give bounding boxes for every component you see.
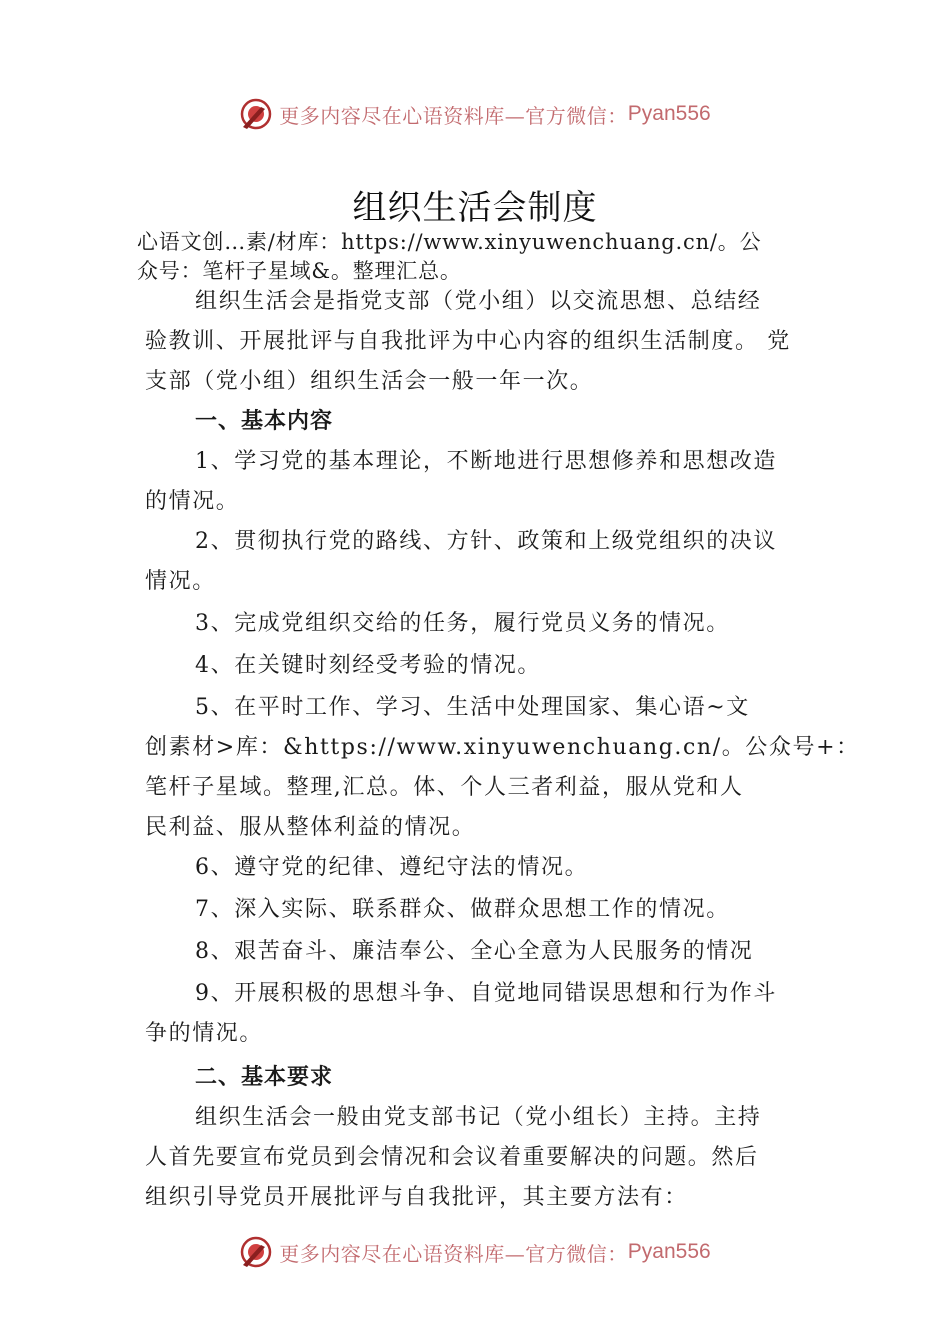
- list-item: 6、遵守党的纪律、遵纪守法的情况。: [195, 855, 589, 880]
- pen-logo-icon: [239, 97, 273, 131]
- page-title: 组织生活会制度: [352, 188, 598, 228]
- footer-banner: [0, 1232, 950, 1272]
- section-heading: 二、基本要求: [195, 1065, 334, 1090]
- list-item: 4、在关键时刻经受考验的情况。: [195, 653, 541, 678]
- section-basic-requirements: [145, 1058, 815, 1218]
- banner-wechat-id: Pyan556: [627, 1240, 711, 1263]
- source-note: [137, 228, 827, 286]
- list-item-continued: 笔杆子星域。整理,汇总。体、个人三者利益，服从党和人: [145, 775, 744, 800]
- paragraph-line: 人首先要宣布党员到会情况和会议着重要解决的问题。然后: [145, 1145, 759, 1170]
- list-item-continued: 创素材>库：&https://www.xinyuwenchuang.cn/。公众号+：: [145, 735, 860, 760]
- pen-logo-icon: [239, 1235, 273, 1269]
- list-item-continued: 的情况。: [145, 489, 240, 514]
- banner-text: 更多内容尽在心语资料库—官方微信：: [279, 103, 628, 128]
- source-line-1: 心语文创…素/材库：https://www.xinyuwenchuang.cn/。公: [137, 230, 762, 254]
- intro-line-2: 验教训、开展批评与自我批评为中心内容的组织生活制度。 党: [145, 329, 791, 354]
- intro-paragraph: [145, 282, 815, 402]
- list-item-continued: 争的情况。: [145, 1021, 264, 1046]
- list-item: 7、深入实际、联系群众、做群众思想工作的情况。: [195, 897, 730, 922]
- list-item: 1、学习党的基本理论，不断地进行思想修养和思想改造: [195, 449, 777, 474]
- banner-wechat-id: Pyan556: [627, 102, 711, 125]
- list-item: 2、贯彻执行党的路线、方针、政策和上级党组织的决议: [195, 529, 777, 554]
- list-item: 5、在平时工作、学习、生活中处理国家、集心语~文: [195, 695, 750, 720]
- intro-line-1: 组织生活会是指党支部（党小组）以交流思想、总结经: [195, 289, 762, 314]
- header-banner: [0, 94, 950, 134]
- list-item: 8、艰苦奋斗、廉洁奉公、全心全意为人民服务的情况: [195, 939, 754, 964]
- intro-line-3: 支部（党小组）组织生活会一般一年一次。: [145, 369, 594, 394]
- section-heading: 一、基本内容: [195, 409, 334, 434]
- source-line-2: 众号：笔杆子星域&。整理汇总。: [137, 259, 462, 283]
- list-item-continued: 情况。: [145, 569, 216, 594]
- banner-text: 更多内容尽在心语资料库—官方微信：: [279, 1241, 628, 1266]
- list-item-continued: 民利益、服从整体利益的情况。: [145, 815, 476, 840]
- list-item: 3、完成党组织交给的任务，履行党员义务的情况。: [195, 611, 730, 636]
- paragraph-line: 组织生活会一般由党支部书记（党小组长）主持。主持: [195, 1105, 762, 1130]
- list-item: 9、开展积极的思想斗争、自觉地同错误思想和行为作斗: [195, 981, 777, 1006]
- section-basic-content: [145, 402, 860, 1054]
- paragraph-line: 组织引导党员开展批评与自我批评，其主要方法有：: [145, 1185, 688, 1210]
